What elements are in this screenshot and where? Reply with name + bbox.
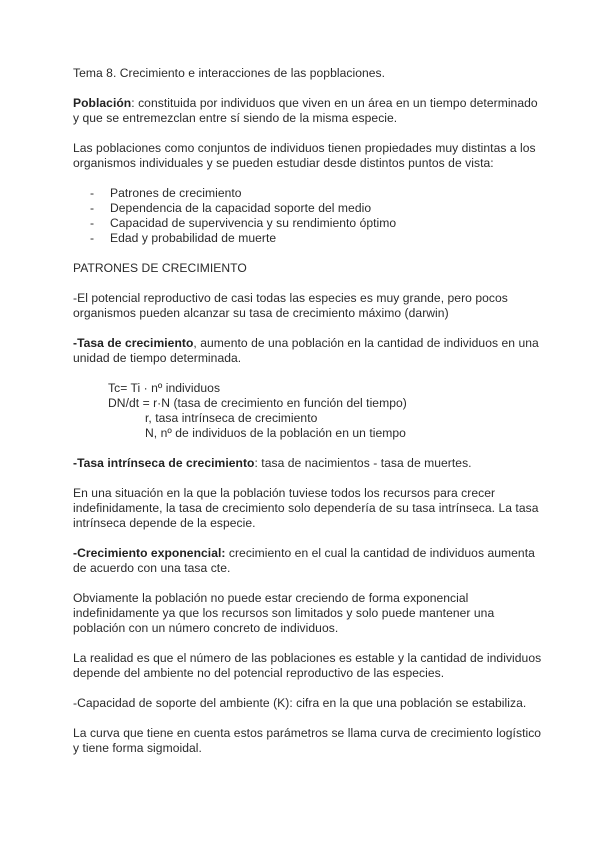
definition-text: crecimiento en el cual la cantidad de individuos aumenta de acuerdo con una tasa cte. [73,546,535,575]
document-page [73,66,543,756]
formula-line: N, nº de individuos de la población en un tiempo [145,426,406,440]
paragraph-recursos: En una situación en la que la población tuviese todos los recursos para crecer indefinidamente, la tasa de crecimiento solo dependería de su tasa intrínseca. La tasa intrínseca depende de la especie. [73,486,539,530]
term-tasa-crecimiento: -Tasa de crecimiento [73,336,194,350]
list-item-text: Dependencia de la capacidad soporte del medio [110,201,372,215]
definition-tasa-intrinseca [73,456,543,471]
dash-marker: - [90,216,95,230]
list-item [73,186,543,201]
definition-tasa-crecimiento [73,336,543,366]
list-item [73,231,543,246]
paragraph-capacidad-soporte: -Capacidad de soporte del ambiente (K): cifra en la que una población se estabiliza. [73,696,527,710]
list-item [73,201,543,216]
definition-poblacion [73,96,543,126]
list-item-text: Patrones de crecimiento [110,186,242,200]
paragraph-realidad: La realidad es que el número de las poblaciones es estable y la cantidad de individuos depende del ambiente no del potencial reproductivo de las especies. [73,651,542,680]
definition-text: : tasa de nacimientos - tasa de muertes. [254,456,472,470]
term-poblacion: Población [73,96,132,110]
section-heading: PATRONES DE CRECIMIENTO [73,261,247,275]
study-points-list [73,186,543,246]
dash-marker: - [90,186,95,200]
definition-text: , aumento de una población en la cantidad de individuos en una unidad de tiempo determinada. [73,336,539,365]
list-item-text: Edad y probabilidad de muerte [110,231,277,245]
formula-line: Tc= Ti · nº individuos [108,381,221,395]
paragraph-intro: Las poblaciones como conjuntos de individuos tienen propiedades muy distintas a los organismos individuales y se pueden estudiar desde distintos puntos de vista: [73,141,536,170]
paragraph-limites: Obviamente la población no puede estar creciendo de forma exponencial indefinidamente ya que los recursos son limitados y solo puede mantener una población con un número concreto de individuos. [73,591,495,635]
term-tasa-intrinseca: -Tasa intrínseca de crecimiento [73,456,255,470]
formula-line: r, tasa intrínseca de crecimiento [145,411,318,425]
definition-text: : constituida por individuos que viven en un área en un tiempo determinado y que se entremezclan entre sí siendo de la misma especie. [73,96,538,125]
paragraph-curva-logistica: La curva que tiene en cuenta estos parámetros se llama curva de crecimiento logístico y tiene forma sigmoidal. [73,726,542,755]
definition-crecimiento-exponencial [73,546,543,576]
list-item [73,216,543,231]
dash-marker: - [90,201,95,215]
doc-title: Tema 8. Crecimiento e interacciones de las popblaciones. [73,66,386,80]
paragraph-potencial: -El potencial reproductivo de casi todas las especies es muy grande, pero pocos organismos pueden alcanzar su tasa de crecimiento máximo (darwin) [73,291,508,320]
formula-line: DN/dt = r·N (tasa de crecimiento en función del tiempo) [108,396,407,410]
term-crecimiento-exponencial: -Crecimiento exponencial: [73,546,226,560]
dash-marker: - [90,231,95,245]
list-item-text: Capacidad de supervivencia y su rendimiento óptimo [110,216,397,230]
